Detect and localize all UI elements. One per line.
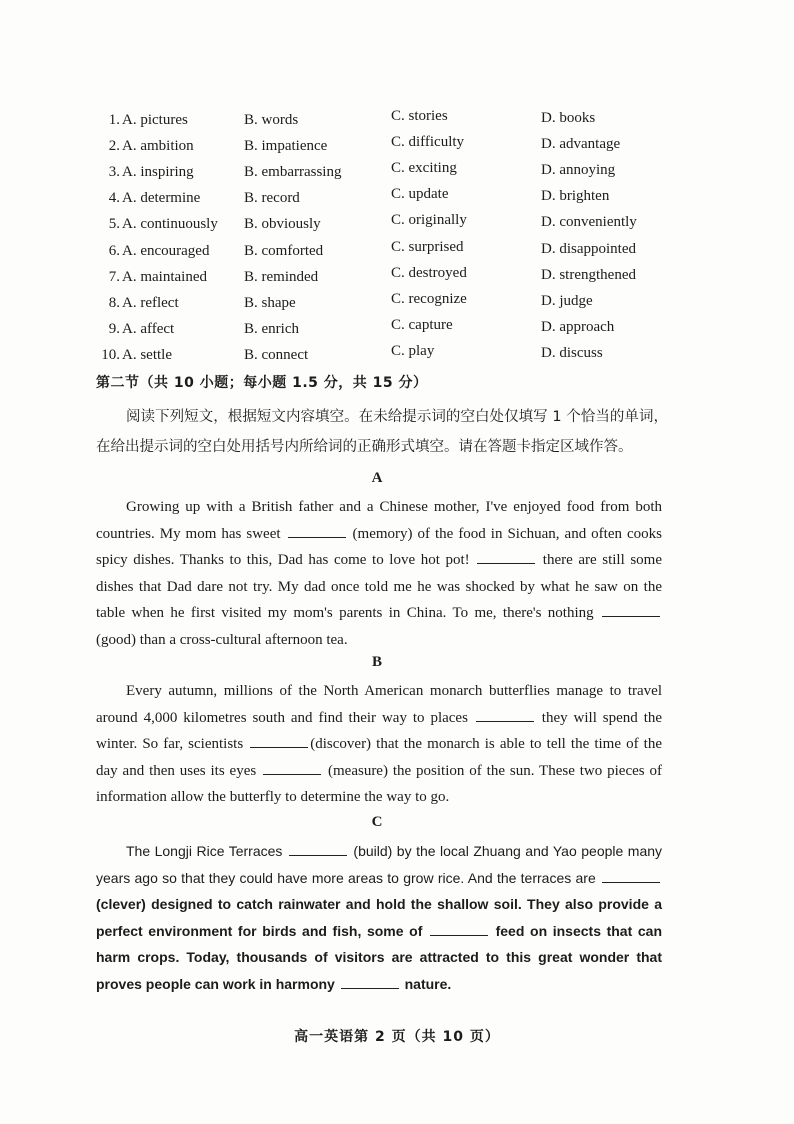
option-d: D. advantage <box>541 136 621 152</box>
option-a: A. encouraged <box>122 243 210 259</box>
passage-b-text-3: (discover) that the monarch is able to tell the time of the day and then uses its eyes <box>96 736 662 779</box>
option-b: B. impatience <box>244 138 328 154</box>
option-d: D. discuss <box>541 345 603 361</box>
option-c: C. difficulty <box>391 134 465 150</box>
option-b: B. reminded <box>244 269 319 285</box>
passage-c-heading: C <box>371 814 383 830</box>
answer-blank[interactable] <box>430 923 488 936</box>
option-d: D. conveniently <box>541 214 637 230</box>
option-a: A. maintained <box>122 269 207 285</box>
passage-a-text-3: there are still some dishes that Dad dare not try. My dad once told me he was shocked by what he saw on the table when he first visited my mom's parents in China. To me, there's nothing <box>96 552 663 621</box>
option-row <box>98 108 698 132</box>
answer-blank[interactable] <box>250 735 308 748</box>
option-a: A. ambition <box>122 138 194 154</box>
question-number: 4. <box>108 190 120 206</box>
option-a: A. inspiring <box>122 164 194 180</box>
option-row <box>98 160 698 184</box>
question-number: 9. <box>108 321 120 337</box>
question-number: 1. <box>108 112 120 128</box>
answer-blank[interactable] <box>602 604 660 617</box>
passage-b-text-2: they will spend the winter. So far, scientists <box>96 709 663 752</box>
option-b: B. enrich <box>244 321 299 337</box>
answer-blank[interactable] <box>289 843 347 856</box>
option-b: B. shape <box>244 295 296 311</box>
option-row <box>98 186 698 210</box>
option-a: A. affect <box>122 321 175 337</box>
option-row <box>98 265 698 289</box>
option-row <box>98 239 698 263</box>
option-c: C. stories <box>391 108 448 124</box>
option-d: D. brighten <box>541 188 610 204</box>
option-a: A. reflect <box>122 295 179 311</box>
option-c: C. surprised <box>391 239 464 255</box>
question-number: 6. <box>108 243 120 259</box>
option-b: B. obviously <box>244 216 321 232</box>
passage-b-text-1: Every autumn, millions of the North American monarch butterflies manage to travel around 4,000 kilometres south and find their way to places <box>96 683 662 726</box>
answer-blank[interactable] <box>602 870 660 883</box>
option-d: D. books <box>541 110 596 126</box>
option-a: A. settle <box>122 347 172 363</box>
question-number: 7. <box>108 269 120 285</box>
passage-a-text-4: (good) than a cross-cultural afternoon tea. <box>96 631 348 648</box>
option-row <box>98 317 698 341</box>
option-d: D. judge <box>541 293 593 309</box>
passage-a-text-1: Growing up with a British father and a Chinese mother, I've enjoyed food from both countries. My mom has sweet <box>96 499 662 542</box>
option-row <box>98 212 698 236</box>
answer-blank[interactable] <box>263 762 321 775</box>
option-b: B. embarrassing <box>244 164 342 180</box>
question-number: 8. <box>108 295 120 311</box>
passage-c-text-3: (clever) designed to catch rainwater and hold the shallow soil. They also provide a perfect environment for birds and fish, some of <box>96 896 662 939</box>
option-c: C. update <box>391 186 449 202</box>
answer-blank[interactable] <box>476 709 534 722</box>
option-d: D. annoying <box>541 162 616 178</box>
option-c: C. originally <box>391 212 467 228</box>
option-a: A. determine <box>122 190 201 206</box>
option-d: D. disappointed <box>541 241 636 257</box>
passage-b-heading: B <box>371 654 382 670</box>
passage-a-text <box>96 494 662 653</box>
option-b: B. comforted <box>244 243 324 259</box>
passage-c-text-2: (build) by the local Zhuang and Yao people many years ago so that they could have more areas to grow rice. And the terraces are <box>96 843 663 886</box>
option-c: C. capture <box>391 317 453 333</box>
passage-b-text-4: (measure) the position of the sun. These two pieces of information allow the butterfly to determine the way to go. <box>96 762 662 805</box>
answer-blank[interactable] <box>288 525 346 538</box>
option-a: A. continuously <box>122 216 218 232</box>
option-b: B. record <box>244 190 300 206</box>
option-row <box>98 343 698 367</box>
question-number: 5. <box>108 216 120 232</box>
option-d: D. strengthened <box>541 267 636 283</box>
passage-a-heading: A <box>371 470 383 486</box>
option-c: C. destroyed <box>391 265 467 281</box>
passage-c-text-1: The Longji Rice Terraces <box>126 843 283 859</box>
passage-a-text-2: (memory) of the food in Sichuan, and often cooks spicy dishes. Thanks to this, Dad has come to love hot pot! <box>96 525 662 568</box>
passage-c-text-4: feed on insects that can harm crops. Today, thousands of visitors are attracted to this great wonder that proves people can work in harmony <box>96 922 663 992</box>
option-c: C. exciting <box>391 160 457 176</box>
option-row <box>98 134 698 158</box>
passage-b-text <box>96 678 662 811</box>
option-b: B. words <box>244 112 299 128</box>
passage-c-text-5: nature. <box>404 975 452 992</box>
section-instructions: 阅读下列短文，根据短文内容填空。在未给提示词的空白处仅填写 1 个恰当的单词，在给出提示词的空白处用括号内所给词的正确形式填空。请在答题卡指定区域作答。 <box>96 409 668 455</box>
page-footer: 高一英语第 2 页（共 10 页） <box>294 1029 500 1045</box>
answer-blank[interactable] <box>477 551 535 564</box>
question-number: 10. <box>101 347 120 363</box>
option-d: D. approach <box>541 319 615 335</box>
passage-c-text <box>96 838 662 997</box>
option-b: B. connect <box>244 347 309 363</box>
option-c: C. recognize <box>391 291 467 307</box>
option-row <box>98 291 698 315</box>
section-header: 第二节（共 10 小题；每小题 1.5 分，共 15 分） <box>96 375 428 391</box>
option-c: C. play <box>391 343 435 359</box>
question-number: 3. <box>108 164 120 180</box>
question-number: 2. <box>108 138 120 154</box>
answer-blank[interactable] <box>341 976 399 989</box>
option-a: A. pictures <box>122 112 188 128</box>
